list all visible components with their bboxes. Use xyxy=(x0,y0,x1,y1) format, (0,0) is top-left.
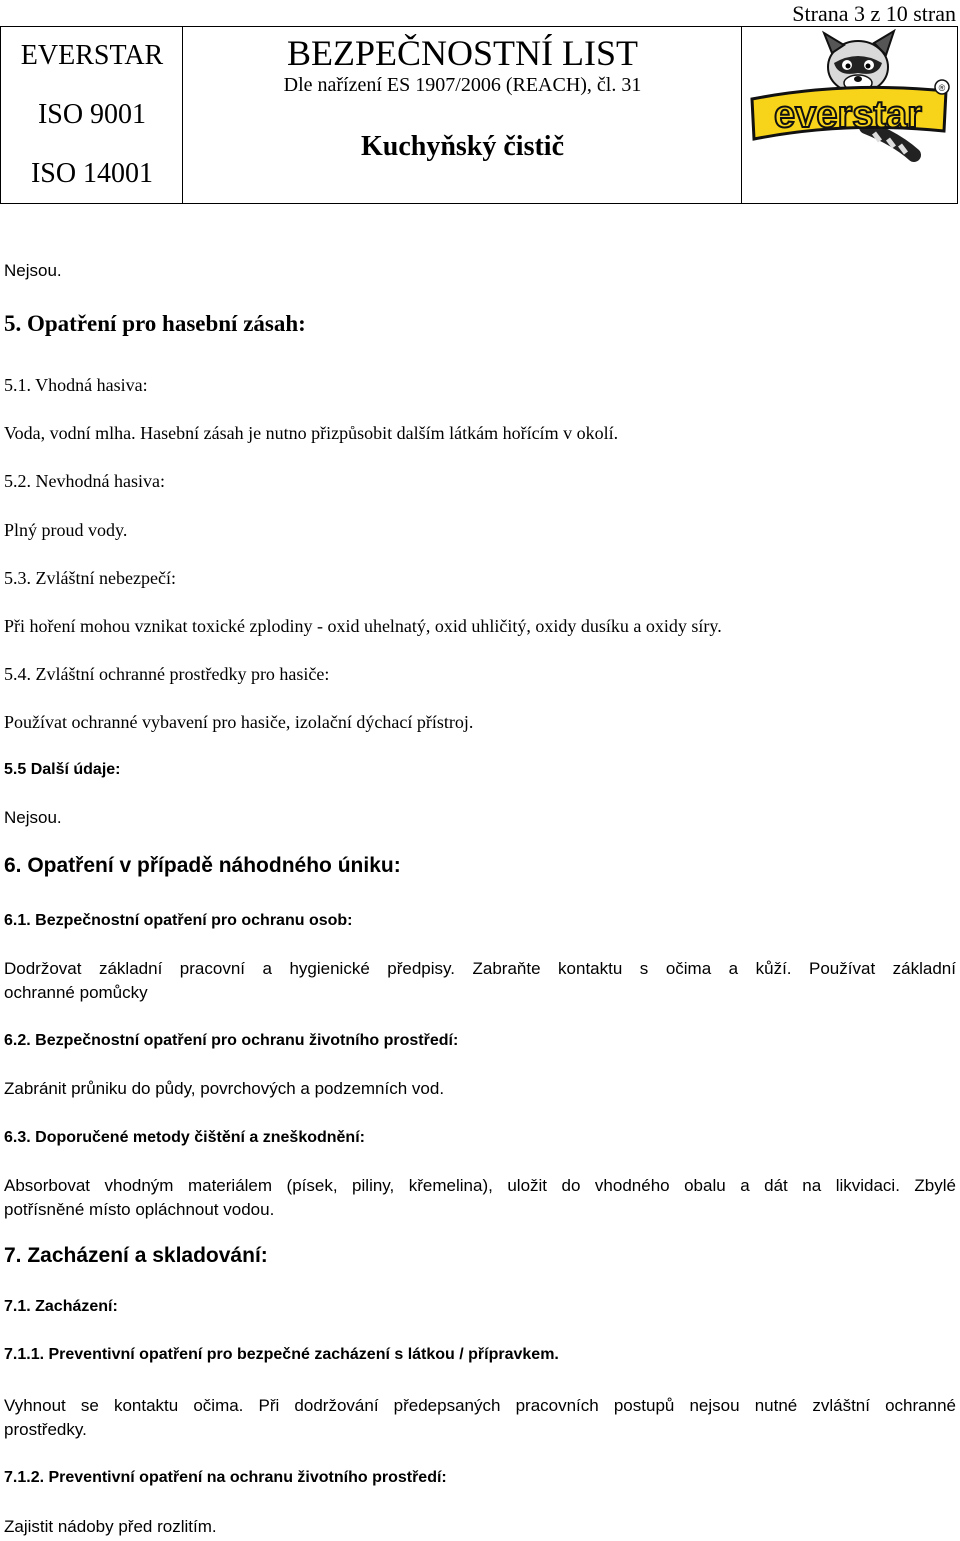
logo-wordmark: everstar xyxy=(774,94,922,136)
section-5-4-heading: 5.4. Zvláštní ochranné prostředky pro hasiče: xyxy=(4,664,330,684)
section-5-5-heading: 5.5 Další údaje: xyxy=(4,761,121,778)
section-5-heading: 5. Opatření pro hasební zásah: xyxy=(4,311,306,336)
section-7-heading: 7. Zacházení a skladování: xyxy=(4,1244,268,1267)
section-6-3-line-1: Absorbovat vhodným materiálem (písek, piliny, křemelina), uložit do vhodného obalu a dát na likvidaci. Zbylé xyxy=(4,1176,956,1195)
section-7-1-1-heading: 7.1.1. Preventivní opatření pro bezpečné zacházení s látkou / přípravkem. xyxy=(4,1346,559,1363)
lead-text: Nejsou. xyxy=(4,261,62,280)
company-name: EVERSTAR xyxy=(20,40,164,71)
section-5-1-text: Voda, vodní mlha. Hasební zásah je nutno přizpůsobit dalším látkám hořícím v okolí. xyxy=(4,423,619,443)
section-7-1-heading: 7.1. Zacházení: xyxy=(4,1298,118,1315)
section-5-1-heading: 5.1. Vhodná hasiva: xyxy=(4,375,148,395)
section-6-2-text: Zabránit průniku do půdy, povrchových a podzemních vod. xyxy=(4,1079,445,1098)
section-6-3-heading: 6.3. Doporučené metody čištění a zneškodnění: xyxy=(4,1129,365,1146)
registered-mark: ® xyxy=(938,83,946,93)
everstar-logo xyxy=(746,29,956,169)
section-6-1-line-1: Dodržovat základní pracovní a hygienické předpisy. Zabraňte kontaktu s očima a kůží. Používat základní xyxy=(4,959,956,978)
section-6-heading: 6. Opatření v případě náhodného úniku: xyxy=(4,854,401,877)
section-5-2-heading: 5.2. Nevhodná hasiva: xyxy=(4,471,165,491)
section-6-1-heading: 6.1. Bezpečnostní opatření pro ochranu osob: xyxy=(4,912,353,929)
document-header xyxy=(0,26,958,204)
section-6-1-line-2: ochranné pomůcky xyxy=(4,983,148,1002)
section-7-1-1-line-2: prostředky. xyxy=(4,1420,87,1439)
certification-iso9001: ISO 9001 xyxy=(37,99,147,130)
section-5-2-text: Plný proud vody. xyxy=(4,520,128,540)
section-5-4-text: Používat ochranné vybavení pro hasiče, izolační dýchací přístroj. xyxy=(4,712,474,732)
header-title-cell xyxy=(183,27,742,203)
section-5-3-text: Při hoření mohou vznikat toxické zplodiny - oxid uhelnatý, oxid uhličitý, oxidy dusíku a oxidy síry. xyxy=(4,616,722,636)
section-6-1-text xyxy=(4,957,956,1005)
section-6-3-text xyxy=(4,1174,956,1222)
header-logo-cell xyxy=(742,27,957,203)
regulation-reference: Dle nařízení ES 1907/2006 (REACH), čl. 31 xyxy=(283,74,642,96)
certification-iso14001: ISO 14001 xyxy=(30,158,154,189)
section-6-2-heading: 6.2. Bezpečnostní opatření pro ochranu životního prostředí: xyxy=(4,1032,459,1049)
header-company-cell xyxy=(1,27,183,203)
section-6-3-line-2: potřísněné místo opláchnout vodou. xyxy=(4,1200,275,1219)
page-number: Strana 3 z 10 stran xyxy=(792,1,956,26)
section-7-1-1-text xyxy=(4,1394,956,1442)
section-7-1-2-heading: 7.1.2. Preventivní opatření na ochranu životního prostředí: xyxy=(4,1469,447,1486)
section-7-1-1-line-1: Vyhnout se kontaktu očima. Při dodržování předepsaných pracovních postupů nejsou nutné zvláštní ochranné xyxy=(4,1396,956,1415)
section-7-1-2-text: Zajistit nádoby před rozlitím. xyxy=(4,1517,217,1536)
product-name: Kuchyňský čistič xyxy=(360,131,565,162)
document-title: BEZPEČNOSTNÍ LIST xyxy=(287,33,638,73)
section-5-5-text: Nejsou. xyxy=(4,808,62,827)
raccoon-mascot-icon xyxy=(746,29,956,169)
section-5-3-heading: 5.3. Zvláštní nebezpečí: xyxy=(4,568,176,588)
